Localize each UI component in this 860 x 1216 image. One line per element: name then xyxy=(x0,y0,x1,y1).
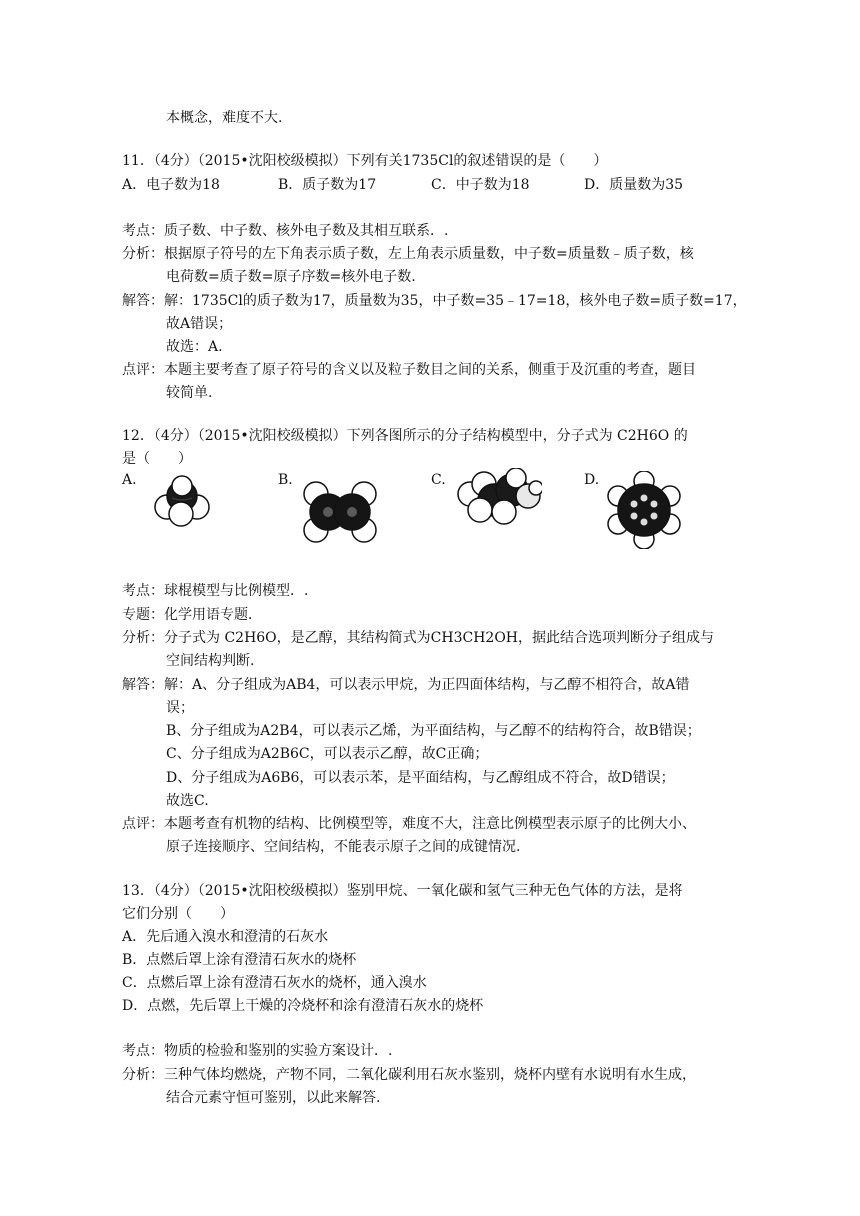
q13-stem-line-2: 它们分别（ ） xyxy=(122,906,234,922)
top-note: 本概念，难度不大. xyxy=(166,110,283,126)
q13-option-d: D．点燃，先后罩上干燥的冷烧杯和涂有澄清石灰水的烧杯 xyxy=(122,998,484,1014)
q11-option-a: A．电子数为18 xyxy=(122,177,220,193)
q12-jieda-line-5: D、分子组成为A6B6，可以表示苯，是平面结构，与乙醇组成不符合，故D错误； xyxy=(166,770,675,786)
q11-dianping-line-1: 点评：本题主要考查了原子符号的含义以及粒子数目之间的关系，侧重于及沉重的考查，题目 xyxy=(122,362,696,378)
q12-zhuanti: 专题：化学用语专题． xyxy=(122,607,262,623)
q12-option-d-label: D. xyxy=(584,472,600,488)
q13-stem-line-1: 13．（4分）（2015•沈阳校级模拟）鉴别甲烷、一氧化碳和氢气三种无色气体的方法，是将 xyxy=(122,883,683,899)
q11-jieda-line-3: 故选：A. xyxy=(166,339,223,355)
q12-stem-line-2: 是（ ） xyxy=(122,451,192,467)
q13-option-a: A．先后通入溴水和澄清的石灰水 xyxy=(122,929,329,945)
q12-fenxi-line-2: 空间结构判断. xyxy=(166,653,255,669)
q11-dianping-line-2: 较简单. xyxy=(166,385,213,401)
q12-option-a-label: A. xyxy=(122,472,137,488)
q12-dianping-line-2: 原子连接顺序、空间结构，不能表示原子之间的成键情况. xyxy=(166,839,521,855)
q11-option-b: B．质子数为17 xyxy=(278,177,377,193)
q12-stem-line-1: 12．（4分）（2015•沈阳校级模拟）下列各图所示的分子结构模型中，分子式为 C2H6O 的 xyxy=(122,428,688,444)
q12-fenxi-line-1: 分析：分子式为 C2H6O，是乙醇，其结构简式为CH3CH2OH，据此结合选项判断分子组成与 xyxy=(122,630,715,646)
q11-fenxi-line-2: 电荷数=质子数=原子序数=核外电子数. xyxy=(166,269,416,285)
q12-jieda-line-4: C、分子组成为A2B6C，可以表示乙醇，故C正确； xyxy=(166,746,489,762)
q13-kaodian: 考点：物质的检验和鉴别的实验方案设计．. xyxy=(122,1043,393,1059)
q13-fenxi-line-1: 分析：三种气体均燃烧，产物不同，二氧化碳利用石灰水鉴别，烧杯内壁有水说明有水生成， xyxy=(122,1067,696,1083)
molecule-a-image xyxy=(150,474,214,528)
q13-fenxi-line-2: 结合元素守恒可鉴别，以此来解答. xyxy=(166,1090,381,1106)
q12-jieda-line-1: 解答：解：A、分子组成为AB4，可以表示甲烷，为正四面体结构，与乙醇不相符合，故A错 xyxy=(122,677,690,693)
q11-stem: 11．（4分）（2015•沈阳校级模拟）下列有关1735Cl的叙述错误的是（ ） xyxy=(122,153,608,169)
q12-jieda-line-2: 误； xyxy=(166,700,194,716)
q12-dianping-line-1: 点评：本题考查有机物的结构、比例模型等，难度不大，注意比例模型表示原子的比例大小、 xyxy=(122,816,696,832)
q11-fenxi-line-1: 分析：根据原子符号的左下角表示质子数，左上角表示质量数，中子数=质量数﹣质子数，核 xyxy=(122,246,694,262)
molecule-c-image xyxy=(456,468,542,530)
q12-option-b-label: B. xyxy=(278,472,293,488)
q11-kaodian: 考点：质子数、中子数、核外电子数及其相互联系．. xyxy=(122,223,449,239)
q13-option-c: C．点燃后罩上涂有澄清石灰水的烧杯，通入溴水 xyxy=(122,975,427,991)
q12-kaodian: 考点：球棍模型与比例模型．. xyxy=(122,583,309,599)
q11-jieda-line-1: 解答：解：1735Cl的质子数为17，质量数为35，中子数=35﹣17=18，核外电子数=质子数=17， xyxy=(122,293,747,309)
q12-jieda-line-3: B、分子组成为A2B4，可以表示乙烯，为平面结构，与乙醇不的结构符合，故B错误； xyxy=(166,723,701,739)
q11-jieda-line-2: 故A错误； xyxy=(166,316,233,332)
molecule-b-image xyxy=(302,476,378,548)
q11-option-d: D．质量数为35 xyxy=(584,177,684,193)
q13-option-b: B．点燃后罩上涂有澄清石灰水的烧杯 xyxy=(122,952,357,968)
molecule-d-image xyxy=(606,471,682,549)
q12-option-c-label: C. xyxy=(431,472,446,488)
q12-jieda-line-6: 故选C. xyxy=(166,793,209,809)
q11-option-c: C．中子数为18 xyxy=(431,177,530,193)
